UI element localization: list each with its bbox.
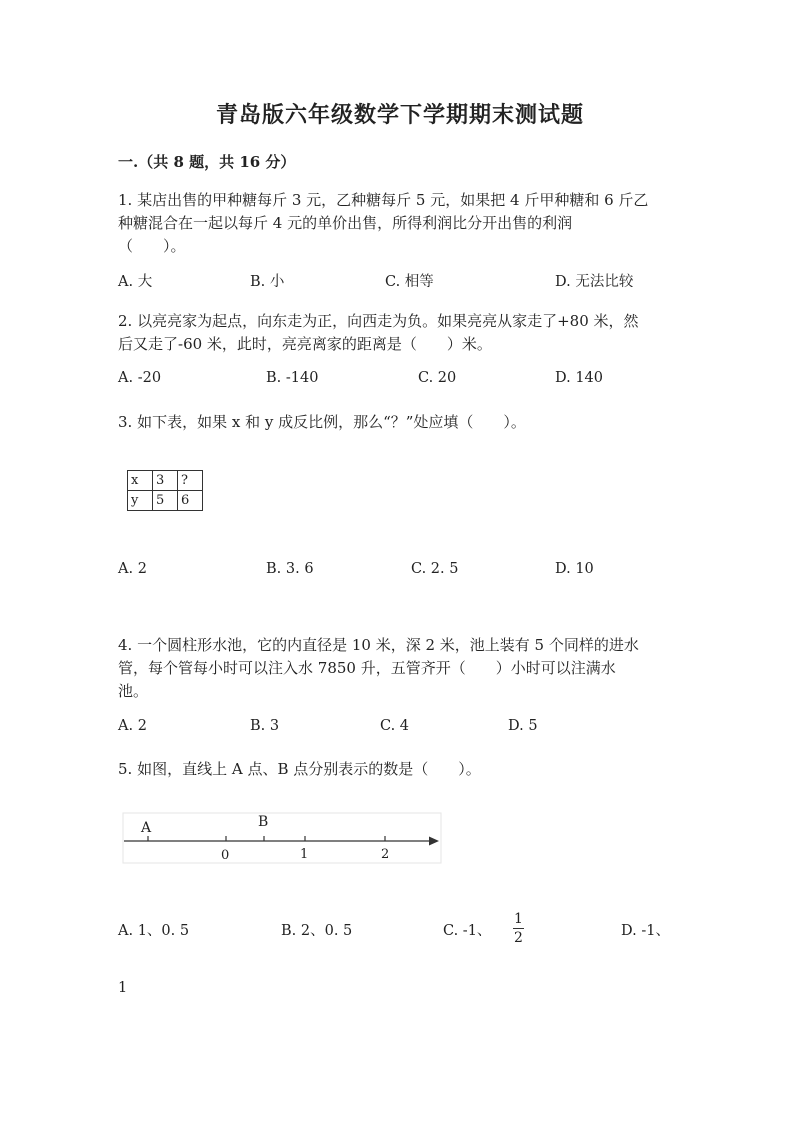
fraction-numerator: 1 bbox=[514, 911, 523, 927]
q4-option-d: D. 5 bbox=[508, 718, 538, 734]
q2-option-d: D. 140 bbox=[555, 370, 604, 386]
q3-option-c: C. 2. 5 bbox=[411, 561, 459, 577]
q3-option-d: D. 10 bbox=[555, 561, 594, 577]
q5-option-a: A. 1、0. 5 bbox=[118, 923, 190, 939]
question-2-line-2: 后又走了-60 米，此时，亮亮离家的距离是（ ）米。 bbox=[118, 335, 492, 353]
q4-option-b: B. 3 bbox=[250, 718, 280, 734]
question-4-line-1: 4. 一个圆柱形水池，它的内直径是 10 米，深 2 米，池上装有 5 个同样的进水 bbox=[118, 636, 639, 654]
q2-option-b: B. -140 bbox=[266, 370, 319, 386]
arrow-right-icon bbox=[429, 837, 439, 846]
q1-option-c: C. 相等 bbox=[385, 274, 434, 290]
section-heading: 一.（共 8 题，共 16 分） bbox=[118, 153, 296, 171]
figure-frame bbox=[123, 813, 441, 863]
table-cell: y bbox=[128, 491, 153, 511]
page-title: 青岛版六年级数学下学期期末测试题 bbox=[215, 102, 584, 128]
q5-option-d-continuation: 1 bbox=[118, 980, 128, 996]
question-1-line-3: （ ）。 bbox=[118, 237, 186, 255]
table-cell: 3 bbox=[153, 471, 178, 491]
question-3-line-1: 3. 如下表，如果 x 和 y 成反比例，那么“？”处应填（ ）。 bbox=[118, 413, 526, 431]
table-cell: x bbox=[128, 471, 153, 491]
point-b-label: B bbox=[258, 814, 269, 830]
number-line-figure bbox=[118, 808, 448, 868]
tick-label-2: 2 bbox=[381, 847, 390, 862]
q2-option-c: C. 20 bbox=[418, 370, 457, 386]
q4-option-c: C. 4 bbox=[380, 718, 410, 734]
point-a-label: A bbox=[141, 820, 152, 836]
tick-label-1: 1 bbox=[300, 847, 309, 862]
table-row bbox=[128, 471, 203, 491]
q5-option-c: C. -1、 bbox=[443, 923, 492, 939]
table-cell: ? bbox=[178, 471, 203, 491]
question-1-line-2: 种糖混合在一起以每斤 4 元的单价出售，所得利润比分开出售的利润 bbox=[118, 214, 573, 232]
table-row bbox=[128, 491, 203, 511]
q3-option-a: A. 2 bbox=[118, 561, 147, 577]
tick-label-0: 0 bbox=[221, 848, 230, 863]
table-cell: 5 bbox=[153, 491, 178, 511]
question-4-line-2: 管，每个管每小时可以注入水 7850 升，五管齐开（ ）小时可以注满水 bbox=[118, 659, 616, 677]
q1-option-b: B. 小 bbox=[250, 274, 285, 290]
q2-option-a: A. -20 bbox=[118, 370, 162, 386]
q3-option-b: B. 3. 6 bbox=[266, 561, 314, 577]
question-4-line-3: 池。 bbox=[118, 682, 149, 700]
fraction-denominator: 2 bbox=[514, 930, 523, 946]
xy-table bbox=[127, 470, 203, 511]
question-2-line-1: 2. 以亮亮家为起点，向东走为正，向西走为负。如果亮亮从家走了+80 米，然 bbox=[118, 312, 639, 330]
question-5-line-1: 5. 如图，直线上 A 点、B 点分别表示的数是（ ）。 bbox=[118, 760, 481, 778]
q1-option-d: D. 无法比较 bbox=[555, 274, 634, 290]
question-1-line-1: 1. 某店出售的甲种糖每斤 3 元，乙种糖每斤 5 元，如果把 4 斤甲种糖和 6 斤乙 bbox=[118, 191, 649, 209]
fraction-one-half bbox=[513, 910, 524, 947]
q4-option-a: A. 2 bbox=[118, 718, 147, 734]
q5-option-b: B. 2、0. 5 bbox=[281, 923, 353, 939]
table-cell: 6 bbox=[178, 491, 203, 511]
q5-option-d: D. -1、 bbox=[621, 923, 670, 939]
q1-option-a: A. 大 bbox=[118, 274, 153, 290]
